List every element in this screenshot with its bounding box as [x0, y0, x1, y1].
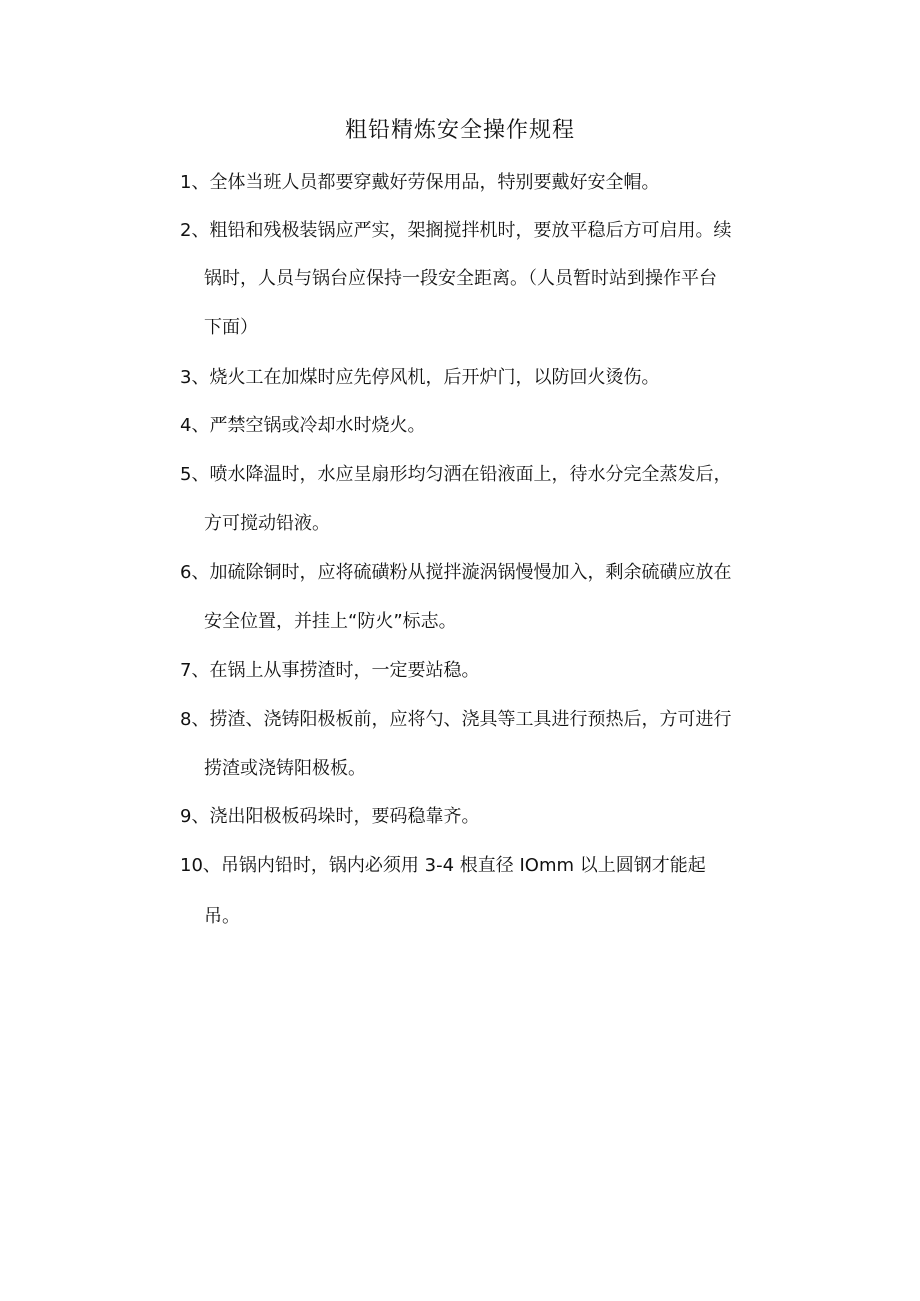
rule-6-line-1: 6、加硫除铜时，应将硫磺粉从搅拌漩涡锅慢慢加入，剩余硫磺应放在	[180, 562, 732, 583]
rule-7-line-1: 7、在锅上从事捞渣时，一定要站稳。	[180, 660, 480, 681]
rule-4-line-1: 4、严禁空锅或冷却水时烧火。	[180, 415, 426, 436]
rule-5-line-2: 方可搅动铅液。	[204, 513, 330, 534]
rule-3-line-1: 3、烧火工在加煤时应先停风机，后开炉门，以防回火烫伤。	[180, 367, 660, 388]
rule-5-line-1: 5、喷水降温时，水应呈扇形均匀洒在铅液面上，待水分完全蒸发后，	[180, 464, 732, 485]
rule-10-line-2: 吊。	[204, 906, 240, 927]
rule-8-line-1: 8、捞渣、浇铸阳极板前，应将勺、浇具等工具进行预热后，方可进行	[180, 709, 732, 730]
rule-6-line-2: 安全位置，并挂上“防火”标志。	[204, 611, 457, 632]
rule-2-line-2: 锅时，人员与锅台应保持一段安全距离。（人员暂时站到操作平台	[204, 268, 717, 289]
rule-2-line-1: 2、粗铅和残极装锅应严实，架搁搅拌机时，要放平稳后方可启用。续	[180, 220, 732, 241]
rule-8-line-2: 捞渣或浇铸阳极板。	[204, 758, 366, 779]
rule-10-line-1: 10、吊锅内铅时，锅内必须用 3-4 根直径 IOmm 以上圆钢才能起	[180, 855, 706, 876]
rule-9-line-1: 9、浇出阳极板码垛时，要码稳靠齐。	[180, 806, 480, 827]
rule-1-line-1: 1、全体当班人员都要穿戴好劳保用品，特别要戴好安全帽。	[180, 172, 660, 193]
rule-2-line-3: 下面）	[204, 317, 258, 338]
document-title: 粗铅精炼安全操作规程	[344, 118, 575, 143]
